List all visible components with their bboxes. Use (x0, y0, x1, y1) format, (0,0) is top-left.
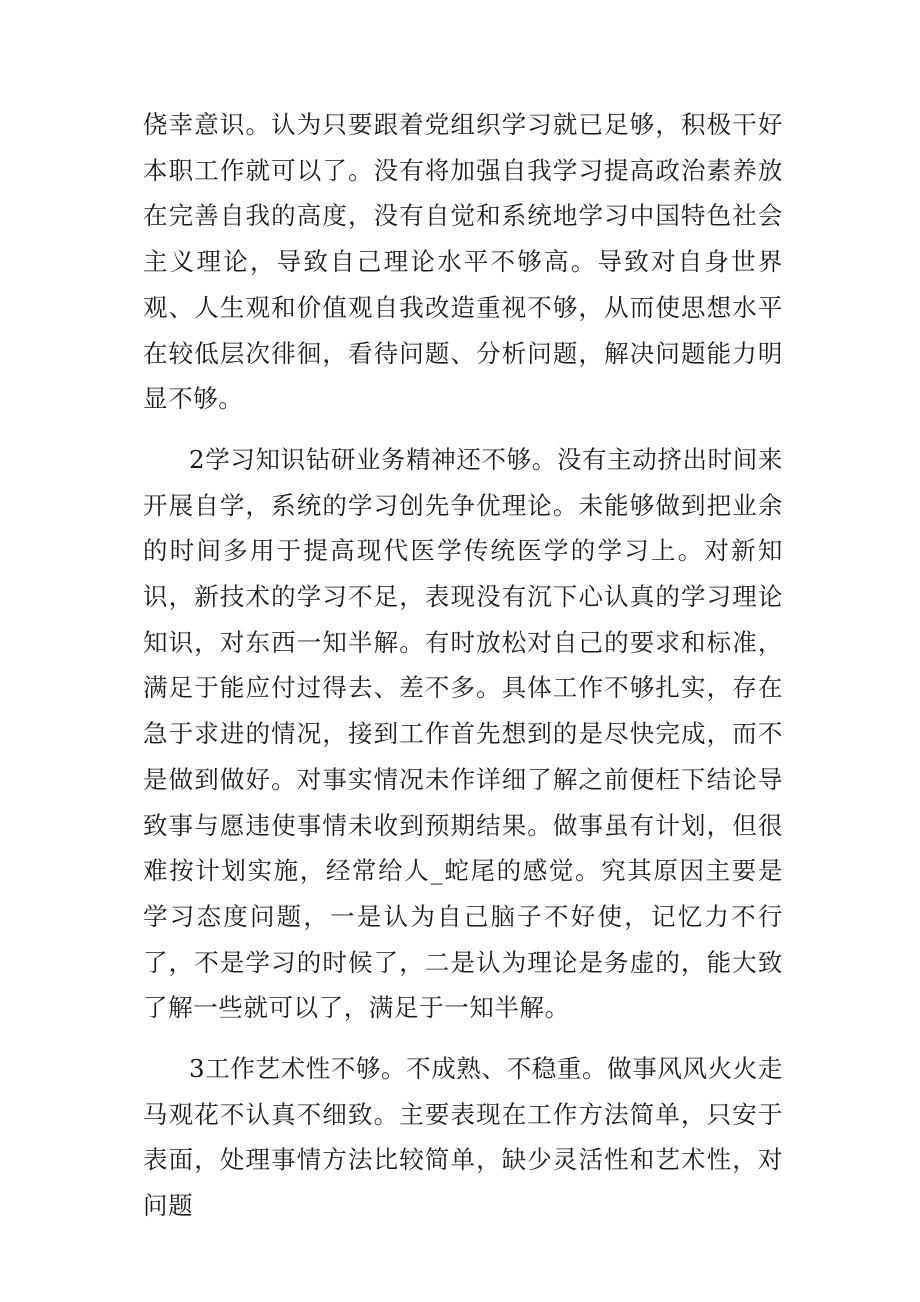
document-body (143, 102, 783, 1244)
paragraph-2: 2学习知识钻研业务精神还不够。没有主动挤出时间来开展自学，系统的学习创先争优理论。未能够做到把业余的时间多用于提高现代医学传统医学的学习上。对新知识，新技术的学习不足，表现没有沉下心认真的学习理论知识，对东西一知半解。有时放松对自己的要求和标准，满足于能应付过得去、差不多。具体工作不够扎实，存在急于求进的情况，接到工作首先想到的是尽快完成，而不是做到做好。对事实情况未作详细了解之前便枉下结论导致事与愿违使事情未收到预期结果。做事虽有计划，但很难按计划实施，经常给人_蛇尾的感觉。究其原因主要是学习态度问题，一是认为自己脑子不好使，记忆力不行了，不是学习的时候了，二是认为理论是务虚的，能大致了解一些就可以了，满足于一知半解。 (143, 444, 783, 1023)
paragraph-1: 侥幸意识。认为只要跟着党组织学习就已足够，积极干好本职工作就可以了。没有将加强自我学习提高政治素养放在完善自我的高度，没有自觉和系统地学习中国特色社会主义理论，导致自己理论水平不够高。导致对自身世界观、人生观和价值观自我改造重视不够，从而使思想水平在较低层次徘徊，看待问题、分析问题，解决问题能力明显不够。 (143, 110, 783, 414)
paragraph-3: 3工作艺术性不够。不成熟、不稳重。做事风风火火走马观花不认真不细致。主要表现在工作方法简单，只安于表面，处理事情方法比较简单，缺少灵活性和艺术性，对问题 (143, 1054, 783, 1221)
